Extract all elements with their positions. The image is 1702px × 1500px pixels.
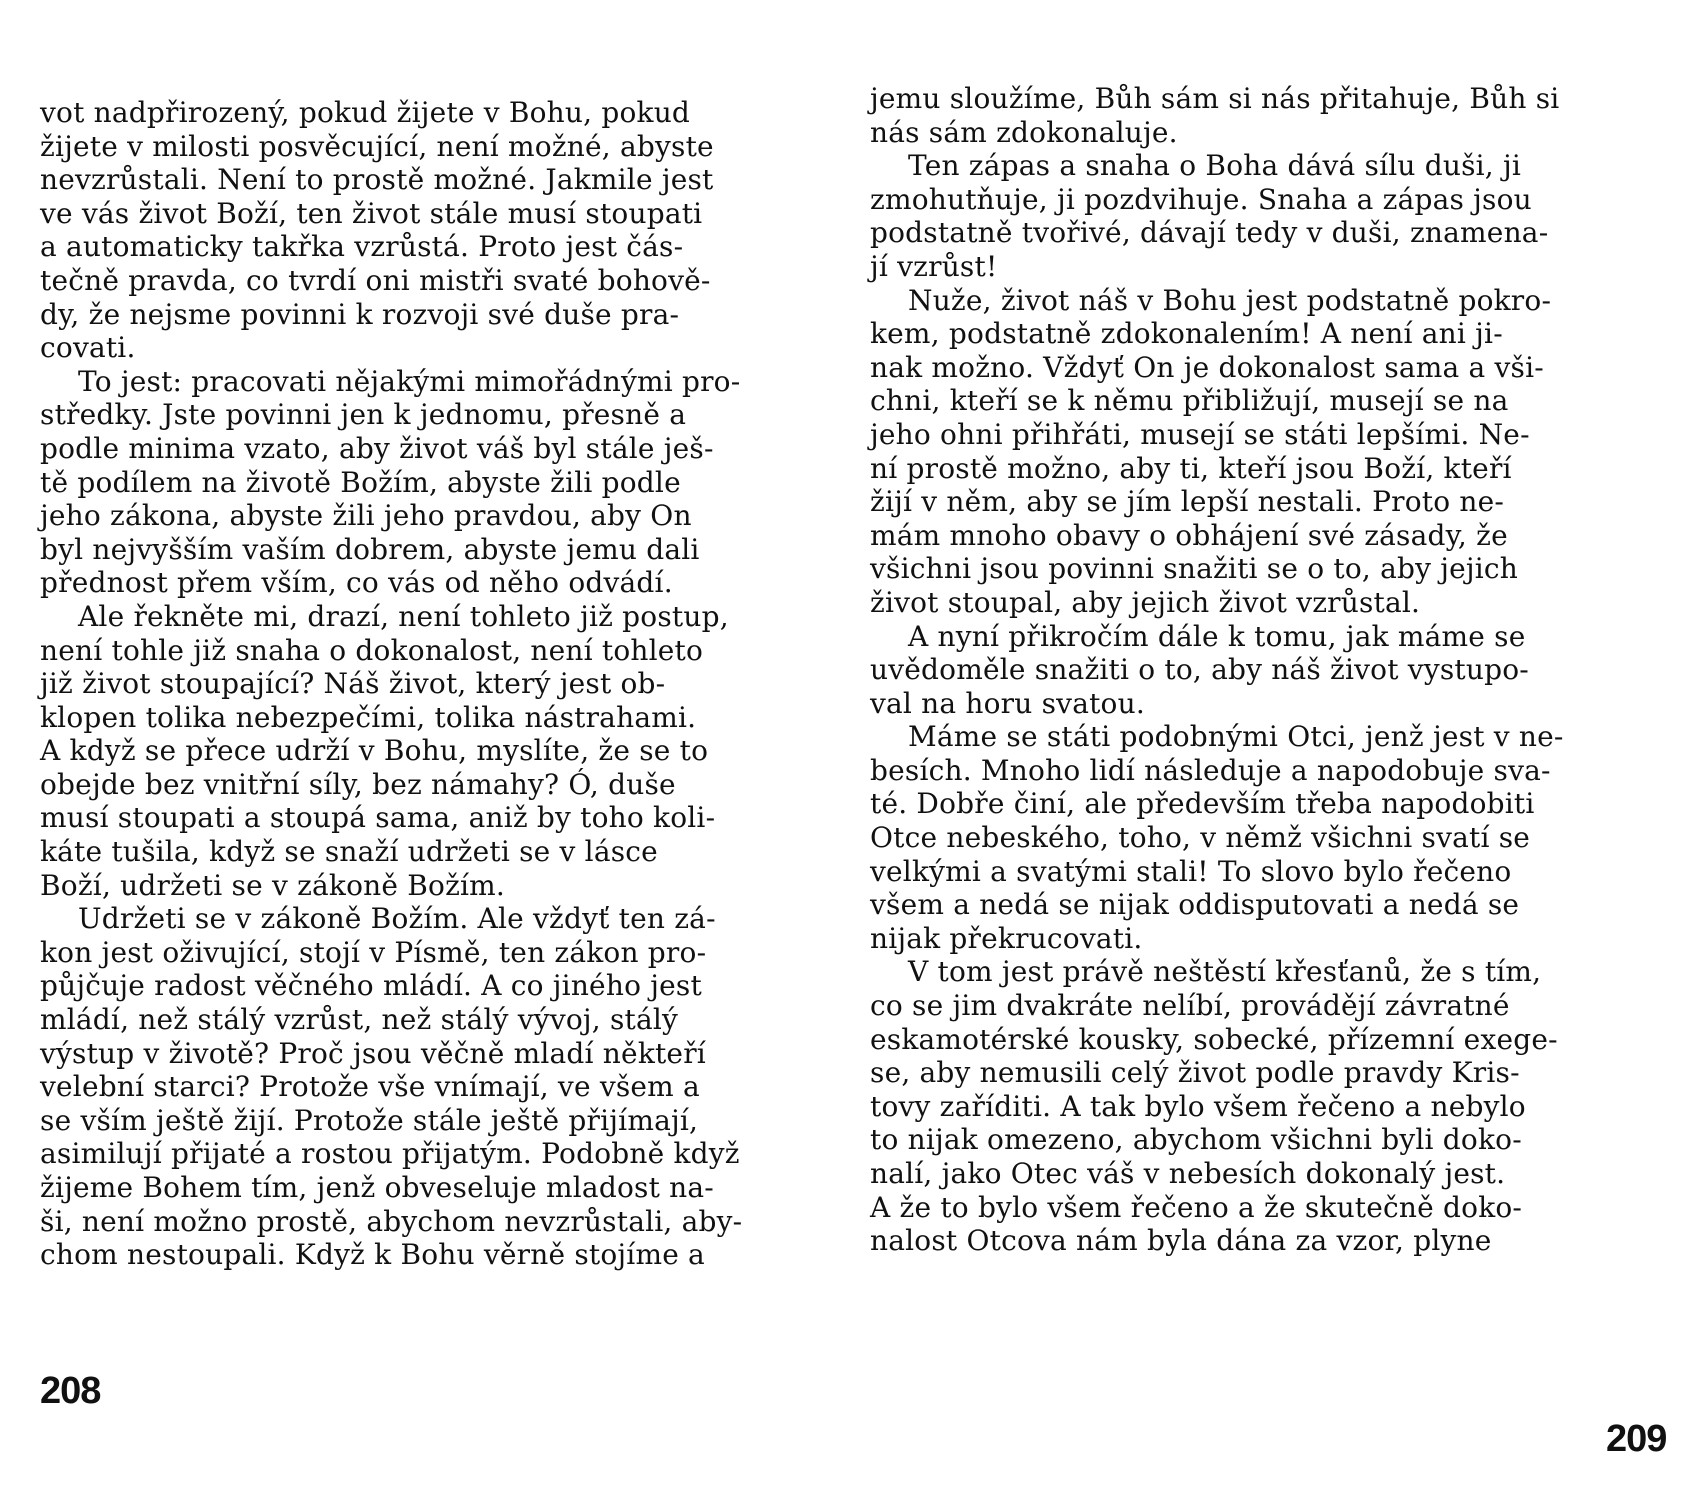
page-number: 209 [1606,1418,1667,1460]
text-line: mládí, než stálý vzrůst, než stálý vývoj, stálý [40,1003,679,1037]
text-line: ní prostě možno, aby ti, kteří jsou Boží, kteří [870,451,1512,485]
text-line: nás sám zdokonaluje. [870,115,1178,149]
text-line: jí vzrůst! [870,249,998,283]
text-line: tovy zaříditi. A tak bylo všem řečeno a nebylo [870,1089,1526,1123]
text-line: Udržeti se v zákoně Božím. Ale vždyť ten zá- [78,902,716,936]
text-line: to nijak omezeno, abychom všichni byli doko- [870,1123,1522,1157]
text-line: co se jim dvakráte nelíbí, provádějí závratné [870,989,1510,1023]
text-line: Ale řekněte mi, drazí, není tohleto již postup, [78,599,729,633]
text-line: tečně pravda, co tvrdí oni mistři svaté bohově- [40,263,711,297]
text-line: a automaticky takřka vzrůstá. Proto jest čás- [40,230,684,264]
text-line: ši, není možno prostě, abychom nevzrůstali, aby- [40,1204,743,1238]
text-line: zmohutňuje, ji pozdvihuje. Snaha a zápas jsou [870,182,1532,216]
text-line: všichni jsou povinni snažiti se o to, aby jejich [870,552,1519,586]
text-line: nevzrůstali. Není to prostě možné. Jakmile jest [40,163,714,197]
text-line: přednost přem vším, co vás od něho odvádí. [40,566,673,600]
text-line: mám mnoho obavy o obhájení své zásady, že [870,518,1508,552]
text-line: se, aby nemusili celý život podle pravdy Kris- [870,1056,1520,1090]
text-line: Otce nebeského, toho, v němž všichni svatí se [870,821,1531,855]
text-line: žijeme Bohem tím, jenž obveseluje mladost na- [40,1171,714,1204]
text-line: uvědoměle snažiti o to, aby náš život vystupo- [870,653,1529,687]
right-page-text [870,82,1680,1258]
text-line: podle minima vzato, aby život váš byl stále ješ- [40,431,714,465]
text-line: velkými a svatými stali! To slovo bylo řečeno [870,854,1512,888]
text-line: besích. Mnoho lidí následuje a napodobuje sva- [870,753,1551,787]
text-line: káte tušila, když se snaží udržeti se v lásce [40,835,658,869]
text-line: se vším ještě žijí. Protože stále ještě přijímají, [40,1103,699,1137]
text-line: nalí, jako Otec váš v nebesích dokonalý jest. [870,1157,1506,1190]
text-line: A nyní přikročím dále k tomu, jak máme se [908,619,1526,653]
text-line: dy, že nejsme povinni k rozvoji své duše pra- [40,297,680,331]
text-line: půjčuje radost věčného mládí. A co jiného jest [40,969,702,1003]
text-line: covati. [40,331,136,365]
text-line: nak možno. Vždyť On je dokonalost sama a vši- [870,350,1544,384]
text-line: nijak překrucovati. [870,921,1143,955]
text-line: ve vás život Boží, ten život stále musí stoupati [40,196,703,230]
text-line: není tohle již snaha o dokonalost, není tohleto [40,633,704,667]
text-line: kon jest oživující, stojí v Písmě, ten zákon pro- [40,935,707,969]
text-line: Boží, udržeti se v zákoně Božím. [40,868,506,902]
text-line: tě podílem na životě Božím, abyste žili podle [40,465,681,499]
text-line: chni, kteří se k němu přibližují, musejí se na [870,384,1509,418]
text-line: již život stoupající? Náš život, který jest ob- [40,667,666,701]
text-line: obejde bez vnitřní síly, bez námahy? Ó, duše [40,767,676,801]
text-line: kem, podstatně zdokonalením! A není ani ji- [870,317,1503,351]
text-line: chom nestoupali. Když k Bohu věrně stojíme a [40,1238,705,1272]
text-line: život stoupal, aby jejich život vzrůstal. [870,585,1421,619]
text-line: vot nadpřirozený, pokud žijete v Bohu, pokud [40,96,691,129]
page-number: 208 [40,1370,101,1412]
text-line: eskamotérské kousky, sobecké, přízemní exege- [870,1022,1558,1056]
text-line: té. Dobře činí, ale především třeba napodobiti [870,787,1535,821]
text-line: všem a nedá se nijak oddisputovati a nedá se [870,888,1520,922]
text-line: klopen tolika nebezpečími, tolika nástrahami. [40,700,697,734]
text-line: V tom jest právě neštěstí křesťanů, že s tím, [908,955,1542,989]
text-line: Nuže, život náš v Bohu jest podstatně pokro- [908,283,1552,317]
text-line: val na horu svatou. [870,686,1145,720]
text-line: velební starci? Protože vše vnímají, ve všem a [40,1070,700,1104]
text-line: jemu sloužíme, Bůh sám si nás přitahuje, Bůh si [870,82,1560,115]
right-page [851,0,1702,1500]
text-line: A že to bylo všem řečeno a že skutečně doko- [870,1190,1523,1224]
text-line: žijete v milosti posvěcující, není možné, abyste [40,129,714,163]
text-line: výstup v životě? Proč jsou věčně mladí někteří [40,1036,706,1070]
text-line: A když se přece udrží v Bohu, myslíte, že se to [40,734,709,768]
text-line: To jest: pracovati nějakými mimořádnými pro- [78,364,741,398]
text-line: byl nejvyšším vaším dobrem, abyste jemu dali [40,532,700,566]
text-line: středky. Jste povinni jen k jednomu, přesně a [40,398,687,432]
left-page-text [40,96,840,1272]
text-line: jeho ohni přihřáti, musejí se státi lepšími. Ne- [870,417,1530,451]
text-line: musí stoupati a stoupá sama, aniž by toho koli- [40,801,716,835]
text-line: podstatně tvořivé, dávají tedy v duši, znamena- [870,216,1549,250]
text-line: jeho zákona, abyste žili jeho pravdou, aby On [40,499,692,533]
text-line: žijí v něm, aby se jím lepší nestali. Proto ne- [870,485,1505,519]
text-line: Ten zápas a snaha o Boha dává sílu duši, ji [908,149,1522,183]
text-line: asimilují přijaté a rostou přijatým. Podobně když [40,1137,740,1171]
text-line: nalost Otcova nám byla dána za vzor, plyne [870,1224,1492,1258]
text-line: Máme se státi podobnými Otci, jenž jest v ne- [908,720,1564,754]
